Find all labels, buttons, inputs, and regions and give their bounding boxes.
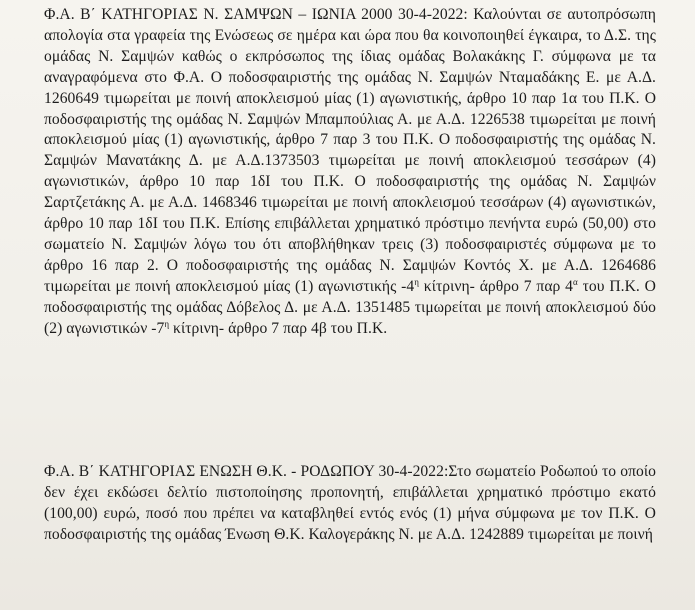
ruling-paragraph-samps-ionia [44,5,656,340]
ruling-text-part-3: του Π.Κ. Ο ποδοσφαιριστής της ομάδας Δόβελος Δ. με Α.Δ. 1351485 τιμωρείται με ποινή αποκλεισμού δύο (2) αγωνιστικών -7 [44,277,656,337]
ruling-text: Φ.Α. Β΄ ΚΑΤΗΓΟΡΙΑΣ ΕΝΩΣΗ Θ.Κ. - ΡΟΔΩΠΟΥ 30-4-2022:Στο σωματείο Ροδωπού το οποίο δεν έχει εκδώσει δελτίο πιστοποίησης προπονητή, επιβάλλεται χρηματικό πρόστιμο εκατό (100,00) ευρώ, ποσό που πρέπει να καταβληθεί εντός ενός (1) μήνα σύμφωνα με τον Π.Κ. Ο ποδοσφαιριστής της ομάδας Ένωση Θ.Κ. Καλογεράκης Ν. με Α.Δ. 1242889 τιμωρείται με ποινή [44,463,656,543]
ruling-text-part-4: κίτρινη- άρθρο 7 παρ 4β του Π.Κ. [169,319,388,337]
ruling-text-part-1: Φ.Α. Β΄ ΚΑΤΗΓΟΡΙΑΣ Ν. ΣΑΜΨΩΝ – ΙΩΝΙΑ 2000 30-4-2022: Καλούνται σε αυτοπρόσωπη απολογία στα γραφεία της Ενώσεως σε ημέρα και ώρα που θα κοινοποιηθεί έγκαιρα, το Δ.Σ. της ομάδας Ν. Σαμψών καθώς ο εκπρόσωπος της ίδιας ομάδας Βολακάκης Γ. σύμφωνα με τα αναγραφόμενα στο Φ.Α. Ο ποδοσφαιριστής της ομάδας Ν. Σαμψών Νταμαδάκης Ε. με Α.Δ. 1260649 τιμωρείται με ποινή αποκλεισμού μίας (1) αγωνιστικής, άρθρο 10 παρ 1α του Π.Κ. Ο ποδοσφαιριστής της ομάδας Ν. Σαμψών Μπαμπούλιας Α. με Α.Δ. 1226538 τιμωρείται με ποινή αποκλεισμού μίας (1) αγωνιστικής, άρθρο 7 παρ 3 του Π.Κ. Ο ποδοσφαιριστής της ομάδας Ν. Σαμψών Μανατάκης Δ. με Α.Δ.1373503 τιμωρείται με ποινή αποκλεισμού τεσσάρων (4) αγωνιστικών, άρθρο 10 παρ 1δΙ του Π.Κ. Ο ποδοσφαιριστής της ομάδας Ν. Σαμψών Σαρτζετάκης Α. με Α.Δ. 1468346 τιμωρείται με ποινή αποκλεισμού τεσσάρων (4) αγωνιστικών, άρθρο 10 παρ 1δΙ του Π.Κ. Επίσης επιβάλλεται χρηματικό πρόστιμο πενήντα ευρώ (50,00) στο σωματείο Ν. Σαμψών λόγω του ότι αποβλήθηκαν τρεις (3) ποδοσφαιριστές σύμφωνα με το άρθρο 16 παρ 2. Ο ποδοσφαιριστής της ομάδας Ν. Σαμψών Κοντός Χ. με Α.Δ. 1264686 τιμωρείται με ποινή αποκλεισμού μίας (1) αγωνιστικής -4 [44,6,656,295]
ruling-paragraph-enosi-rodopou [44,462,656,546]
ordinal-superscript-1: η [414,276,419,287]
ordinal-superscript-3: η [164,318,170,329]
ordinal-superscript-2: α [573,276,578,287]
ruling-text-part-2: κίτρινη- άρθρο 7 παρ 4 [419,277,574,295]
